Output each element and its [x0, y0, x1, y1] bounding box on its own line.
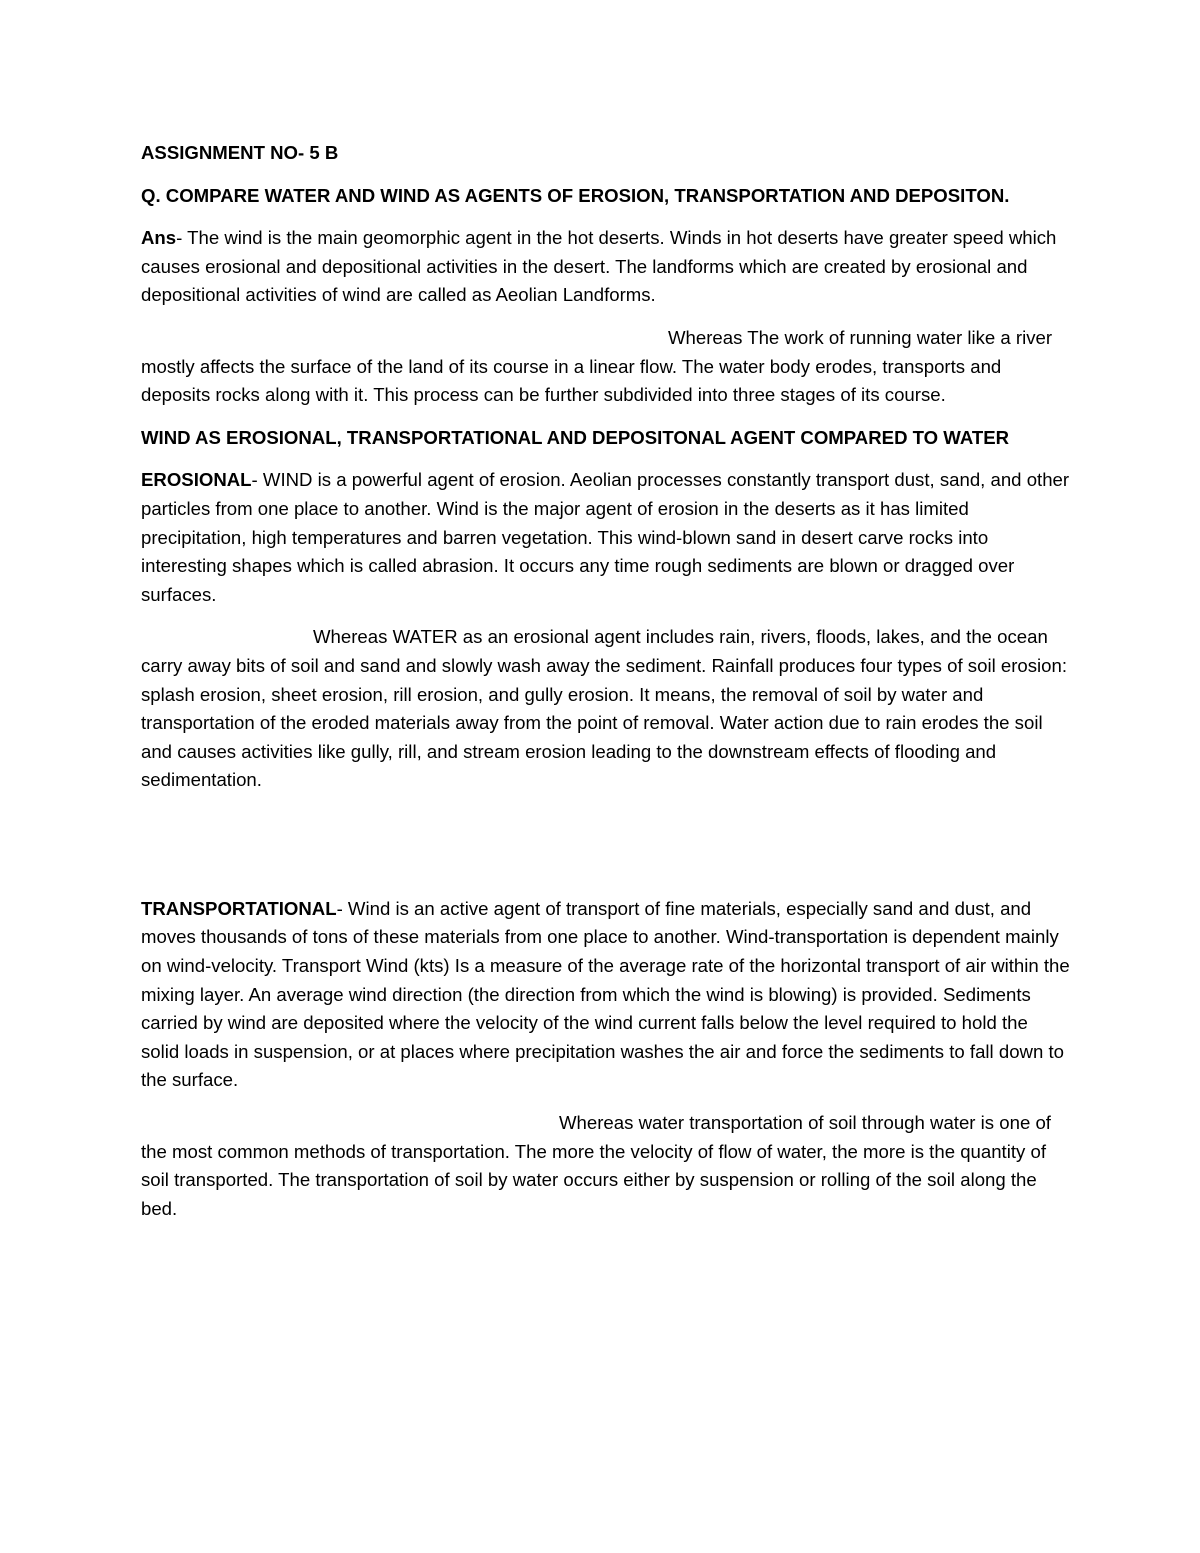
water-intro-paragraph: Whereas The work of running water like a river mostly affects the surface of the land of its course in a linear flow. The water body erodes, transports and deposits rocks along with it. This process can be further subdivided into three stages of its course. — [141, 326, 1053, 406]
transportational-label: TRANSPORTATIONAL — [141, 897, 337, 919]
transportational-text: - Wind is an active agent of transport of fine materials, especially sand and dust, and moves thousands of tons of these materials from one place to another. Wind-transportation is dependent mainly on wind-velocity. Transport Wind (kts) Is a measure of the average rate of the horizontal transport of air within the mixing layer. An average wind direction (the direction from which the wind is blowing) is provided. Sediments carried by wind are deposited where the velocity of the wind current falls below the level required to hold the solid loads in suspension, or at places where precipitation washes the air and force the sediments to fall down to the surface. — [141, 897, 1070, 1091]
transportational-paragraph — [141, 895, 1071, 1095]
document-body — [141, 139, 1071, 1237]
answer-text: - The wind is the main geomorphic agent in the hot deserts. Winds in hot deserts have greater speed which causes erosional and depositional activities in the desert. The landforms which are created by erosional and depositional activities of wind are called as Aeolian Landforms. — [141, 227, 1057, 306]
section-heading: WIND AS EROSIONAL, TRANSPORTATIONAL AND DEPOSITONAL AGENT COMPARED TO WATER — [141, 426, 1010, 448]
transportational-water-paragraph: Whereas water transportation of soil through water is one of the most common methods of transportation. The more the velocity of flow of water, the more is the quantity of soil transported. The transportation of soil by water occurs either by suspension or rolling of the soil along the bed. — [141, 1112, 1051, 1219]
erosional-label: EROSIONAL — [141, 469, 252, 491]
erosional-text: - WIND is a powerful agent of erosion. Aeolian processes constantly transport dust, sand, and other particles from one place to another. Wind is the major agent of erosion in the deserts as it has limited precipitation, high temperatures and barren vegetation. This wind-blown sand in desert carve rocks into interesting shapes which is called abrasion. It occurs any time rough sediments are blown or dragged over surfaces. — [141, 469, 1070, 605]
blank-space — [141, 809, 1071, 895]
erosional-water-paragraph: Whereas WATER as an erosional agent includes rain, rivers, floods, lakes, and the ocean carry away bits of soil and sand and slowly wash away the sediment. Rainfall produces four types of soil erosion: splash erosion, sheet erosion, rill erosion, and gully erosion. It means, the removal of soil by water and transportation of the eroded materials away from the point of removal. Water action due to rain erodes the soil and causes activities like gully, rill, and stream erosion leading to the downstream effects of flooding and sedimentation. — [141, 626, 1068, 791]
question-heading: Q. COMPARE WATER AND WIND AS AGENTS OF EROSION, TRANSPORTATION AND DEPOSITON. — [141, 184, 1010, 206]
answer-paragraph — [141, 224, 1071, 310]
answer-label: Ans — [141, 227, 177, 249]
assignment-title: ASSIGNMENT NO- 5 B — [141, 142, 339, 163]
erosional-paragraph — [141, 466, 1071, 609]
